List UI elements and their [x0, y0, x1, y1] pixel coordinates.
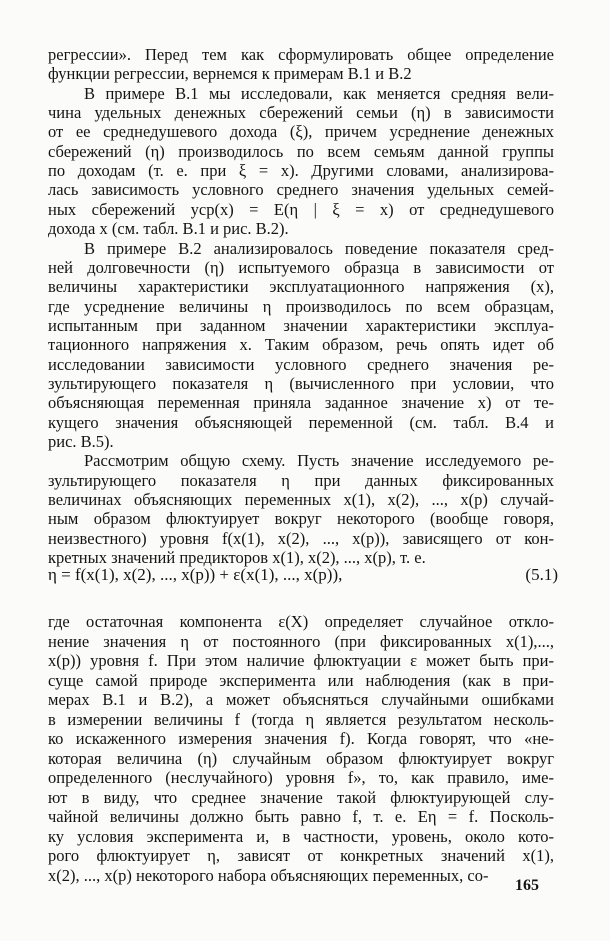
- text-line: В примере В.1 мы исследовали, как меняется средняя вели-: [84, 83, 554, 103]
- text-line: ко искаженного измерения значения f). Когда говорят, что «не-: [48, 729, 554, 748]
- text-line: где остаточная компонента ε(X) определяет случайное откло-: [48, 612, 554, 631]
- text-line: величинах объясняющих переменных x(1), x(2), ..., x(p) случай-: [48, 490, 554, 510]
- text-line: чина удельных денежных сбережений семьи (η) в зависимости: [48, 103, 554, 123]
- text-line: кущего значения объясняющей переменной (см. табл. В.4 и: [48, 412, 554, 432]
- text-line: функции регрессии, вернемся к примерам В.1 и В.2: [48, 64, 412, 84]
- formula-text: η = f(x(1), x(2), ..., x(p)) + ε(x(1), ..., x(p)),: [48, 565, 343, 584]
- text-line: в измерении величины f (тогда η является результатом несколь-: [48, 709, 554, 729]
- text-line: тационного напряжения x. Таким образом, речь опять идет об: [48, 335, 554, 355]
- text-line: мерах В.1 и В.2), а может объясняться случайными ошибками: [48, 690, 554, 709]
- text-line: суще самой природе эксперимента или наблюдения (как в при-: [48, 670, 554, 690]
- text-line: ней долговечности (η) испытуемого образца в зависимости от: [48, 257, 554, 277]
- text-line: сбережений (η) производилось по всем семьям данной группы: [48, 141, 554, 161]
- text-line: величины характеристики эксплуатационного напряжения (x),: [48, 277, 554, 297]
- text-line: неизвестного) уровня f(x(1), x(2), ..., x(p)), зависящего от кон-: [48, 528, 554, 548]
- text-line: кретных значений предикторов x(1), x(2), ..., x(p), т. е.: [48, 548, 426, 568]
- text-line: испытанным при заданном значении характеристики эксплуа-: [48, 315, 554, 335]
- text-line: зультирующего показателя η (вычисленного при условии, что: [48, 373, 554, 393]
- formula-number: (5.1): [525, 565, 558, 584]
- text-line: исследовании зависимости условного среднего значения ре-: [48, 354, 554, 374]
- page-number: 165: [515, 877, 539, 894]
- text-line: ют в виду, что среднее значение такой флюктуирующей слу-: [48, 787, 554, 807]
- text-line: ным образом флюктуирует вокруг некоторого (вообще говоря,: [48, 509, 554, 529]
- text-line: x(2), ..., x(p) некоторого набора объясняющих переменных, со-: [48, 865, 489, 885]
- text-line: ных сбережений yср(x) = E(η | ξ = x) от среднедушевого: [48, 199, 554, 219]
- text-line: ку условия эксперимента и, в частности, уровень, около кото-: [48, 826, 554, 846]
- text-line: x(p)) уровня f. При этом наличие флюктуации ε может быть при-: [48, 651, 554, 670]
- text-line: которая величина (η) случайным образом флюктуирует вокруг: [48, 748, 554, 768]
- text-line: определенного (неслучайного) уровня f», то, как правило, име-: [48, 768, 554, 787]
- text-line: лась зависимость условного среднего значения удельных семей-: [48, 180, 554, 200]
- text-line: объясняющая переменная приняла заданное значение x) от те-: [48, 393, 554, 413]
- text-line: дохода x (см. табл. В.1 и рис. В.2).: [48, 219, 289, 239]
- text-line: по доходам (т. е. при ξ = x). Другими словами, анализирова-: [48, 161, 554, 181]
- text-line: рого флюктуирует η, зависят от конкретных значений x(1),: [48, 846, 554, 865]
- text-line: В примере В.2 анализировалось поведение показателя сред-: [84, 238, 554, 258]
- text-line: нение значения η от постоянного (при фиксированных x(1),...,: [48, 631, 554, 651]
- formula-5-1: [48, 563, 558, 587]
- text-line: где усреднение величины η производилось по всем образцам,: [48, 296, 554, 316]
- text-line: регрессии». Перед тем как сформулировать общее определение: [48, 45, 554, 64]
- text-line: Рассмотрим общую схему. Пусть значение исследуемого ре-: [84, 451, 554, 471]
- text-line: от ее среднедушевого дохода (ξ), причем усреднение денежных: [48, 122, 554, 142]
- text-line: рис. В.5).: [48, 432, 114, 451]
- text-line: чайной величины должно быть равно f, т. е. Eη = f. Посколь-: [48, 807, 554, 826]
- text-line: зультирующего показателя η при данных фиксированных: [48, 470, 554, 490]
